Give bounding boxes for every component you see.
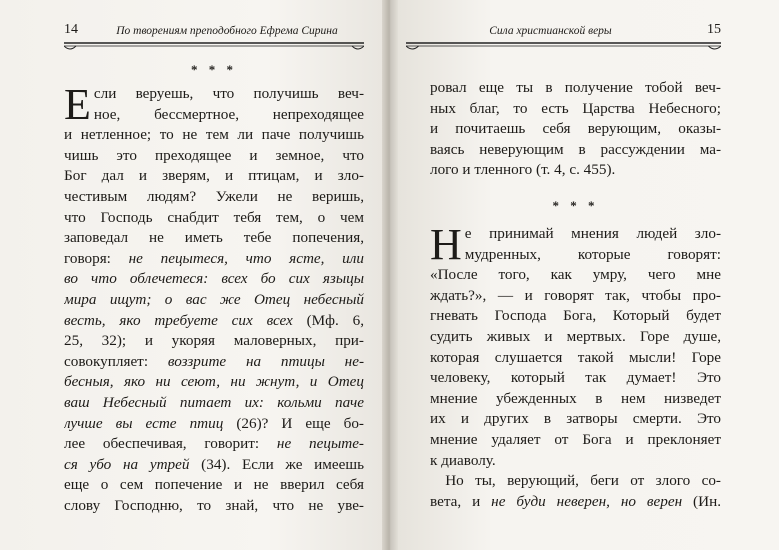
left-body-text xyxy=(64,80,364,516)
text-segment: ровал еще ты в получение тобой веч- xyxy=(430,79,721,96)
text-segment: ное, бессмертное, непреходящее xyxy=(93,105,364,123)
text-line xyxy=(64,393,364,414)
text-segment: мнение удаляет от Бога и преклоняет xyxy=(430,430,721,448)
right-drop-cap: Н xyxy=(430,220,462,269)
text-segment: ждать?», — и говорят так, чтобы про- xyxy=(430,286,721,304)
text-line xyxy=(430,368,721,389)
text-line xyxy=(64,496,364,517)
text-segment: (34). Если же имеешь xyxy=(189,455,364,473)
text-segment: гневать Господа Бога, Который будет xyxy=(430,307,721,325)
text-segment: мудренных, которые говорят: xyxy=(464,245,721,263)
left-ornamental-rule xyxy=(64,40,364,54)
text-line xyxy=(64,455,364,476)
text-segment: лого и тленного (т. 4, с. 455). xyxy=(430,161,616,179)
text-line xyxy=(430,306,721,327)
text-segment: (Мф. 6, xyxy=(292,311,364,329)
text-segment: их и других в затворы смерти. Это xyxy=(430,410,721,428)
left-drop-cap: Е xyxy=(64,80,91,129)
text-segment: ных благ, то есть Царства Небесного; xyxy=(430,99,721,117)
text-line xyxy=(64,249,364,270)
text-line xyxy=(64,187,364,208)
text-line xyxy=(430,140,721,161)
text-line xyxy=(64,208,364,229)
text-segment: совокупляет: xyxy=(64,352,168,370)
text-segment: говоря: xyxy=(64,249,129,267)
right-body-text xyxy=(430,220,721,512)
text-line xyxy=(64,125,364,146)
text-segment: Бог дал и зверям, и птицам, и зло- xyxy=(64,167,364,185)
text-segment: заповедал не иметь тебе попечения, xyxy=(64,229,364,247)
text-line xyxy=(430,430,721,451)
italic-quote-segment: ваш Небесный питает их: кольми паче xyxy=(64,393,364,411)
text-line xyxy=(64,311,364,332)
book-gutter xyxy=(382,0,398,550)
text-segment: и нетленное; то не тем ли паче получишь xyxy=(64,126,364,144)
text-segment: к диаволу. xyxy=(430,451,496,469)
text-line xyxy=(430,99,721,120)
text-line xyxy=(465,224,721,245)
left-running-title: По творениям преподобного Ефрема Сирина xyxy=(116,25,338,37)
right-page xyxy=(398,0,779,550)
text-line xyxy=(465,245,721,266)
italic-quote-segment: лучше вы есте птиц xyxy=(64,414,224,432)
text-line xyxy=(64,228,364,249)
text-segment: честивым людям? Ужели не веришь, xyxy=(64,187,364,205)
text-segment: е принимай мнения людей зло- xyxy=(464,225,721,242)
right-section-separator: * * * xyxy=(552,198,599,213)
text-segment: и почитаешь себя верующим, оказы- xyxy=(430,120,721,138)
text-line xyxy=(64,290,364,311)
text-line xyxy=(64,352,364,373)
text-line xyxy=(430,471,721,492)
italic-quote-segment: бесныя, яко ни сеют, ни жнут, и Отец xyxy=(64,373,364,391)
italic-quote-segment: не пецыте- xyxy=(276,435,364,453)
italic-quote-segment: не пецытеся, что ясте, или xyxy=(128,249,364,267)
text-line xyxy=(430,492,721,513)
text-segment: 25, 32); и укоряя маловерных, при- xyxy=(64,332,364,350)
italic-quote-segment: весть, яко требуете сих всех xyxy=(64,311,293,329)
text-line xyxy=(430,327,721,348)
text-line xyxy=(64,146,364,167)
italic-quote-segment: воззрите на птицы не- xyxy=(167,352,364,370)
text-line xyxy=(64,372,364,393)
text-segment: судить живых и мертвых. Горе душе, xyxy=(430,327,721,345)
text-segment: слову Господню, то знай, что не уве- xyxy=(64,496,364,514)
text-line xyxy=(64,475,364,496)
text-line xyxy=(64,434,364,455)
text-segment: которая слушается такой мысли! Горе xyxy=(430,348,721,366)
text-line xyxy=(430,119,721,140)
text-segment: ваясь неверующим в рассуждении ма- xyxy=(430,140,721,158)
text-line xyxy=(430,78,721,99)
left-section-separator: * * * xyxy=(191,62,237,77)
text-line xyxy=(430,160,721,181)
text-line xyxy=(430,348,721,369)
text-segment: человеку, который так думает! Это xyxy=(430,369,721,387)
italic-quote-segment: не буди неверен, но верен xyxy=(491,492,683,510)
italic-quote-segment: ся убо на утрей xyxy=(64,455,190,473)
text-line xyxy=(64,331,364,352)
right-continued-text xyxy=(430,78,721,181)
right-ornamental-rule xyxy=(406,40,721,54)
right-running-title: Сила христианской веры xyxy=(489,25,612,37)
text-segment: сли веруешь, что получишь веч- xyxy=(93,85,364,102)
text-line xyxy=(64,414,364,435)
italic-quote-segment: во что облечетеся: всех бо сих языцы xyxy=(64,270,364,288)
left-page xyxy=(0,0,382,550)
text-segment: Но ты, верующий, беги от злого со- xyxy=(430,472,721,490)
text-segment: «После того, как умру, чего мне xyxy=(430,266,721,284)
text-line xyxy=(430,265,721,286)
text-segment: вета, и xyxy=(430,492,492,510)
text-segment: что Господь снабдит тебя тем, о чем xyxy=(64,208,364,226)
italic-quote-segment: мира ищут; о вас же Отец небесный xyxy=(64,290,364,308)
text-line xyxy=(430,451,721,472)
text-segment: чишь это преходящее и земное, что xyxy=(64,146,364,164)
text-line xyxy=(430,286,721,307)
right-page-number: 15 xyxy=(707,22,721,37)
text-line xyxy=(94,105,364,126)
left-page-number: 14 xyxy=(64,22,78,37)
text-segment: лее обеспечивая, говорит: xyxy=(64,435,277,453)
text-segment: (Ин. xyxy=(682,492,721,510)
text-line xyxy=(64,166,364,187)
text-segment: (26)? И еще бо- xyxy=(223,414,364,432)
text-line xyxy=(430,389,721,410)
text-segment: еще о сем попечение и не вверил себя xyxy=(64,476,364,494)
text-line xyxy=(64,269,364,290)
text-line xyxy=(94,84,364,105)
text-line xyxy=(430,409,721,430)
text-segment: мнение убежденных в нем низведет xyxy=(430,389,721,407)
